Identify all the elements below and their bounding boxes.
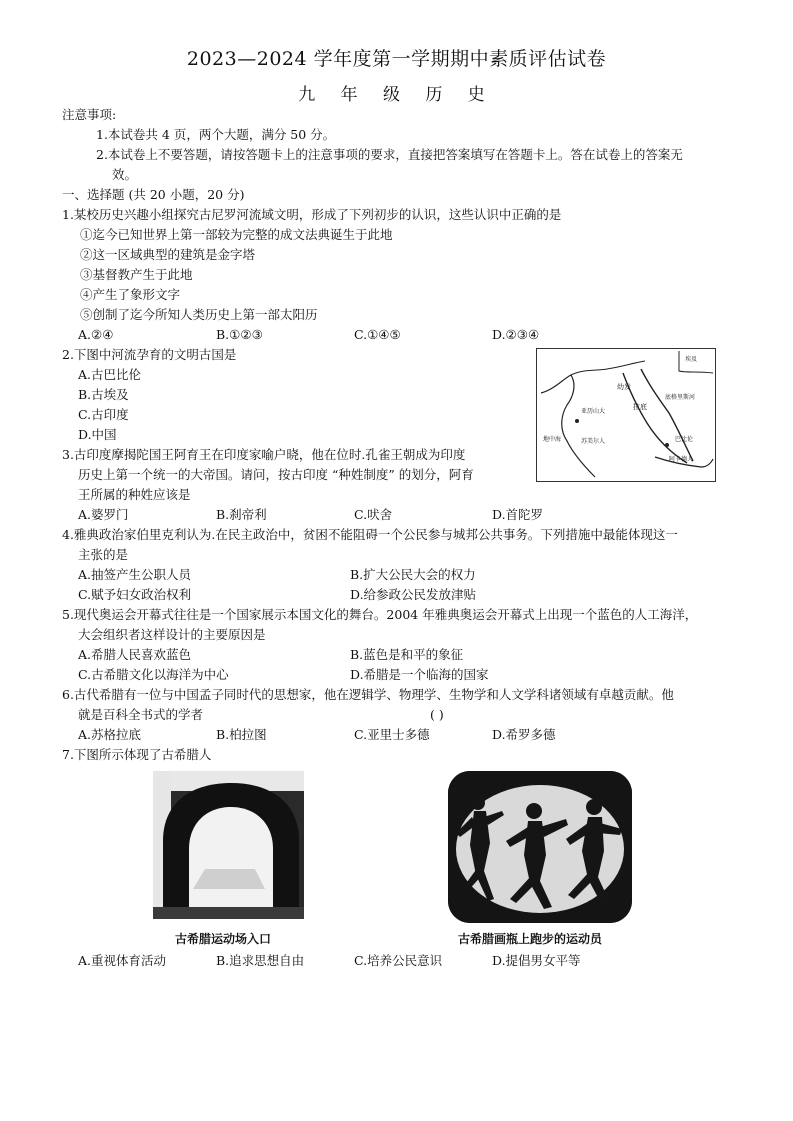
map-label-river-a: 幼发 bbox=[617, 383, 631, 391]
q6-stem-line-2: 就是百科全书式的学者 bbox=[78, 707, 204, 722]
map-drawing bbox=[537, 349, 715, 481]
notes-item-2: 2.本试卷上不要答题，请按答题卡上的注意事项的要求，直接把答案填写在答题卡上。答在试卷上的答案无 bbox=[96, 147, 683, 162]
q7-caption-right: 古希腊画瓶上跑步的运动员 bbox=[458, 932, 603, 946]
q7-stem: 7.下图所示体现了古希腊人 bbox=[62, 747, 212, 762]
q6-option-b: B.柏拉图 bbox=[216, 727, 267, 742]
map-label-city-b: 巴比伦 bbox=[675, 436, 694, 443]
notes-heading: 注意事项: bbox=[62, 107, 117, 122]
q1-option-b: B.①②③ bbox=[216, 327, 263, 342]
q4-option-a: A.抽签产生公职人员 bbox=[78, 567, 192, 582]
notes-item-1: 1.本试卷共 4 页，两个大题，满分 50 分。 bbox=[96, 127, 336, 142]
stadium-entrance-drawing bbox=[153, 771, 304, 919]
q3-option-d: D.首陀罗 bbox=[492, 507, 544, 522]
vase-runners-photo bbox=[448, 771, 632, 923]
q1-option-a: A.②④ bbox=[78, 327, 114, 342]
q2-option-b: B.古埃及 bbox=[78, 387, 129, 402]
q2-option-c: C.古印度 bbox=[78, 407, 129, 422]
q4-option-b: B.扩大公民大会的权力 bbox=[350, 567, 476, 582]
q1-statement-5: ⑤创制了迄今所知人类历史上第一部太阳历 bbox=[80, 307, 318, 322]
map-label-sea: 地中海 bbox=[543, 436, 562, 443]
q3-stem-line-3: 王所属的种姓应该是 bbox=[78, 487, 191, 502]
map-label-top-right: 埃及 bbox=[685, 356, 698, 363]
q6-option-d: D.希罗多德 bbox=[492, 727, 556, 742]
stadium-entrance-photo bbox=[153, 771, 304, 919]
q1-stem: 1.某校历史兴趣小组探究古尼罗河流域文明，形成了下列初步的认识，这些认识中正确的是 bbox=[62, 207, 562, 222]
q2-option-a: A.古巴比伦 bbox=[78, 367, 142, 382]
q4-stem-line-1: 4.雅典政治家伯里克利认为.在民主政治中，贫困不能阻碍一个公民参与城邦公共事务。下列措施中最能体现这一 bbox=[62, 527, 678, 542]
q5-option-b: B.蓝色是和平的象征 bbox=[350, 647, 464, 662]
map-label-city-mid: 苏美尔人 bbox=[581, 438, 606, 445]
q3-option-b: B.刹帝利 bbox=[216, 507, 267, 522]
section-heading: 一、选择题 (共 20 小题，20 分) bbox=[62, 187, 245, 202]
q4-option-d: D.给参政公民发放津贴 bbox=[350, 587, 477, 602]
q2-stem: 2.下图中河流孕育的文明古国是 bbox=[62, 347, 237, 362]
q7-option-b: B.追求思想自由 bbox=[216, 953, 305, 968]
notes-item-2-cont: 效。 bbox=[112, 167, 138, 182]
q6-option-c: C.亚里士多德 bbox=[354, 727, 430, 742]
q6-answer-bracket: ( ) bbox=[430, 707, 444, 722]
q1-option-c: C.①④⑤ bbox=[354, 327, 401, 342]
map-label-city-left: 亚历山大 bbox=[581, 408, 606, 415]
q4-stem-line-2: 主张的是 bbox=[78, 547, 129, 562]
q3-stem-line-2: 历史上第一个统一的大帝国。请问，按古印度 “种姓制度” 的划分，阿育 bbox=[78, 467, 474, 482]
q5-option-d: D.希腊是一个临海的国家 bbox=[350, 667, 489, 682]
q1-statement-4: ④产生了象形文字 bbox=[80, 287, 181, 302]
q2-river-map bbox=[536, 348, 716, 482]
q7-caption-left: 古希腊运动场入口 bbox=[175, 932, 272, 946]
q1-option-d: D.②③④ bbox=[492, 327, 540, 342]
q6-option-a: A.苏格拉底 bbox=[78, 727, 142, 742]
q5-option-c: C.古希腊文化以海洋为中心 bbox=[78, 667, 229, 682]
q5-stem-line-2: 大会组织者这样设计的主要原因是 bbox=[78, 627, 266, 642]
q7-option-d: D.提倡男女平等 bbox=[492, 953, 581, 968]
q1-statement-2: ②这一区域典型的建筑是金字塔 bbox=[80, 247, 256, 262]
q4-option-c: C.赋予妇女政治权利 bbox=[78, 587, 192, 602]
q3-option-c: C.吠舍 bbox=[354, 507, 393, 522]
map-label-bottom: 阿卡德人 bbox=[669, 456, 694, 463]
q1-statement-3: ③基督教产生于此地 bbox=[80, 267, 193, 282]
q3-stem-line-1: 3.古印度摩揭陀国王阿育王在印度家喻户晓，他在位时.孔雀王朝成为印度 bbox=[62, 447, 466, 462]
exam-title: 2023—2024 学年度第一学期期中素质评估试卷 bbox=[186, 48, 607, 70]
exam-subtitle: 九 年 级 历 史 bbox=[298, 85, 495, 105]
map-label-river-c: 底格里斯河 bbox=[665, 394, 696, 401]
q6-stem-line-1: 6.古代希腊有一位与中国孟子同时代的思想家，他在逻辑学、物理学、生物学和人文学科诸领域有卓越贡献。他 bbox=[62, 687, 674, 702]
q5-stem-line-1: 5.现代奥运会开幕式往往是一个国家展示本国文化的舞台。2004 年雅典奥运会开幕式上出现一个蓝色的人工海洋， bbox=[62, 607, 698, 622]
map-label-river-b: 拉底 bbox=[633, 403, 647, 411]
q7-option-a: A.重视体育活动 bbox=[78, 953, 167, 968]
q3-option-a: A.婆罗门 bbox=[78, 507, 129, 522]
vase-runners-drawing bbox=[448, 771, 632, 923]
q2-option-d: D.中国 bbox=[78, 427, 117, 442]
q1-statement-1: ①迄今已知世界上第一部较为完整的成文法典诞生于此地 bbox=[80, 227, 393, 242]
q5-option-a: A.希腊人民喜欢蓝色 bbox=[78, 647, 192, 662]
q7-option-c: C.培养公民意识 bbox=[354, 953, 443, 968]
